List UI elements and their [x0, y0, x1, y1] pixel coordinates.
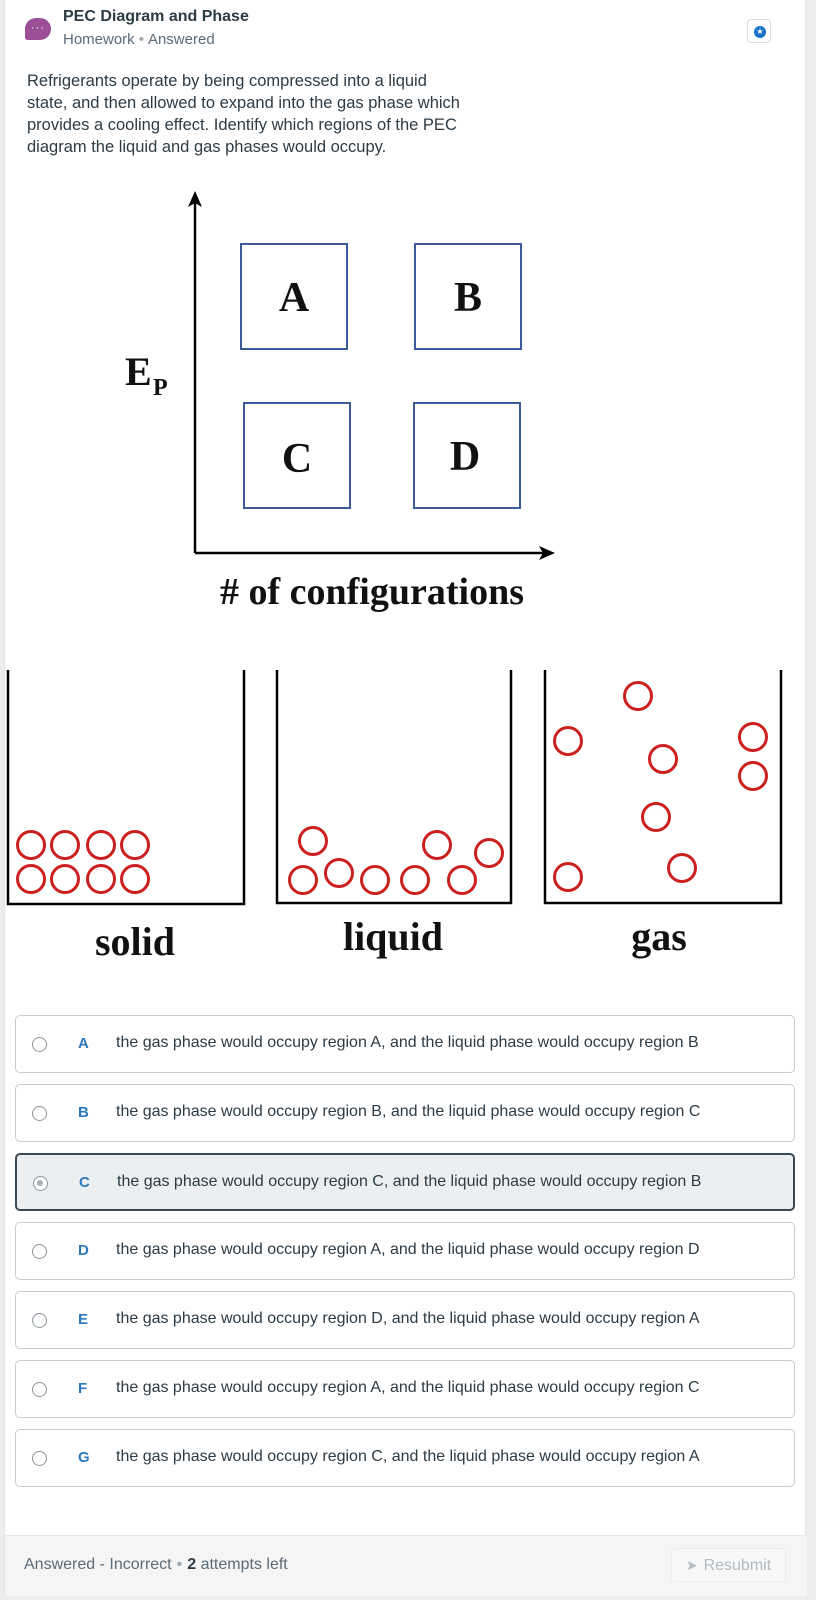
option-letter: G [78, 1449, 90, 1466]
answer-option-f[interactable] [15, 1360, 795, 1418]
bookmark-button[interactable] [747, 19, 771, 43]
liquid-particle [300, 828, 327, 855]
liquid-particle [476, 840, 503, 867]
option-text: the gas phase would occupy region C, and the liquid phase would occupy region A [116, 1448, 700, 1465]
gas-particle [555, 728, 582, 755]
option-letter: C [79, 1174, 90, 1191]
paper-plane-icon: ➤ [685, 1557, 698, 1573]
question-title: PEC Diagram and Phase [63, 8, 249, 25]
resubmit-button[interactable] [671, 1548, 786, 1582]
solid-particle [122, 832, 149, 859]
question-category: Homework [63, 31, 135, 48]
option-text: the gas phase would occupy region A, and the liquid phase would occupy region D [116, 1241, 700, 1258]
option-letter: F [78, 1380, 88, 1397]
gas-particle [555, 864, 582, 891]
question-footer [5, 1535, 807, 1596]
particles [18, 683, 767, 894]
radio-button[interactable] [32, 1244, 47, 1259]
solid-particle [18, 866, 45, 893]
answer-option-g[interactable] [15, 1429, 795, 1487]
gas-particle [669, 855, 696, 882]
answer-option-b[interactable] [15, 1084, 795, 1142]
separator-dot: • [138, 31, 144, 48]
gas-particle [740, 724, 767, 751]
resubmit-label: Resubmit [703, 1557, 772, 1574]
separator-dot: • [176, 1556, 183, 1573]
y-axis-label-subscript: P [153, 375, 168, 401]
solid-particle [18, 832, 45, 859]
gas-particle [625, 683, 652, 710]
radio-button[interactable] [32, 1037, 47, 1052]
liquid-particle [424, 832, 451, 859]
x-axis-label: # of configurations [220, 571, 524, 613]
gas-particle [650, 746, 677, 773]
answer-status-text: Answered - Incorrect [24, 1556, 172, 1573]
solid-particle [122, 866, 149, 893]
liquid-particle [362, 867, 389, 894]
star-icon: ★ [754, 26, 766, 38]
phase-label-liquid: liquid [342, 914, 444, 959]
phase-label-gas: gas [631, 914, 687, 959]
option-letter: E [78, 1311, 89, 1328]
liquid-box [277, 670, 511, 903]
liquid-particle [449, 867, 476, 894]
question-status: Answered [147, 31, 215, 48]
option-letter: A [78, 1035, 89, 1052]
y-axis-label: E [125, 349, 152, 394]
answer-option-c[interactable] [15, 1153, 795, 1211]
option-letter: B [78, 1104, 89, 1121]
option-text: the gas phase would occupy region B, and the liquid phase would occupy region C [116, 1103, 701, 1120]
solid-particle [88, 832, 115, 859]
question-subtitle [63, 31, 215, 48]
option-text: the gas phase would occupy region D, and the liquid phase would occupy region A [116, 1310, 700, 1327]
phase-label-solid: solid [94, 919, 176, 964]
option-text: the gas phase would occupy region A, and the liquid phase would occupy region C [116, 1379, 700, 1396]
gas-particle [643, 804, 670, 831]
region-label-d: D [449, 434, 481, 480]
answer-option-a[interactable] [15, 1015, 795, 1073]
gas-particle [740, 763, 767, 790]
attempts-count: 2 [187, 1556, 197, 1573]
question-prompt: Refrigerants operate by being compressed into a liquid state, and then allowed to expand into the gas phase which provides a cooling effect. Identify which regions of the PEC diagram the liquid and gas phases would occupy. [27, 72, 460, 156]
radio-button[interactable] [32, 1451, 47, 1466]
option-text: the gas phase would occupy region A, and the liquid phase would occupy region B [116, 1034, 699, 1051]
answer-option-e[interactable] [15, 1291, 795, 1349]
liquid-particle [402, 867, 429, 894]
option-text: the gas phase would occupy region C, and the liquid phase would occupy region B [117, 1173, 702, 1190]
attempts-label: attempts left [200, 1556, 288, 1573]
liquid-particle [290, 867, 317, 894]
answer-status [24, 1556, 288, 1574]
answer-option-d[interactable] [15, 1222, 795, 1280]
radio-button[interactable] [32, 1313, 47, 1328]
phase-illustration [5, 670, 807, 990]
option-letter: D [78, 1242, 89, 1259]
region-label-b: B [453, 275, 483, 321]
solid-particle [52, 832, 79, 859]
region-label-a: A [278, 275, 310, 321]
chat-bubble-icon: ··· [25, 18, 51, 40]
question-card [4, 0, 806, 1596]
solid-particle [88, 866, 115, 893]
radio-button-selected[interactable] [33, 1176, 48, 1191]
liquid-particle [326, 860, 353, 887]
radio-button[interactable] [32, 1106, 47, 1121]
radio-button[interactable] [32, 1382, 47, 1397]
region-label-c: C [281, 436, 313, 482]
pec-diagram [5, 185, 807, 625]
solid-particle [52, 866, 79, 893]
